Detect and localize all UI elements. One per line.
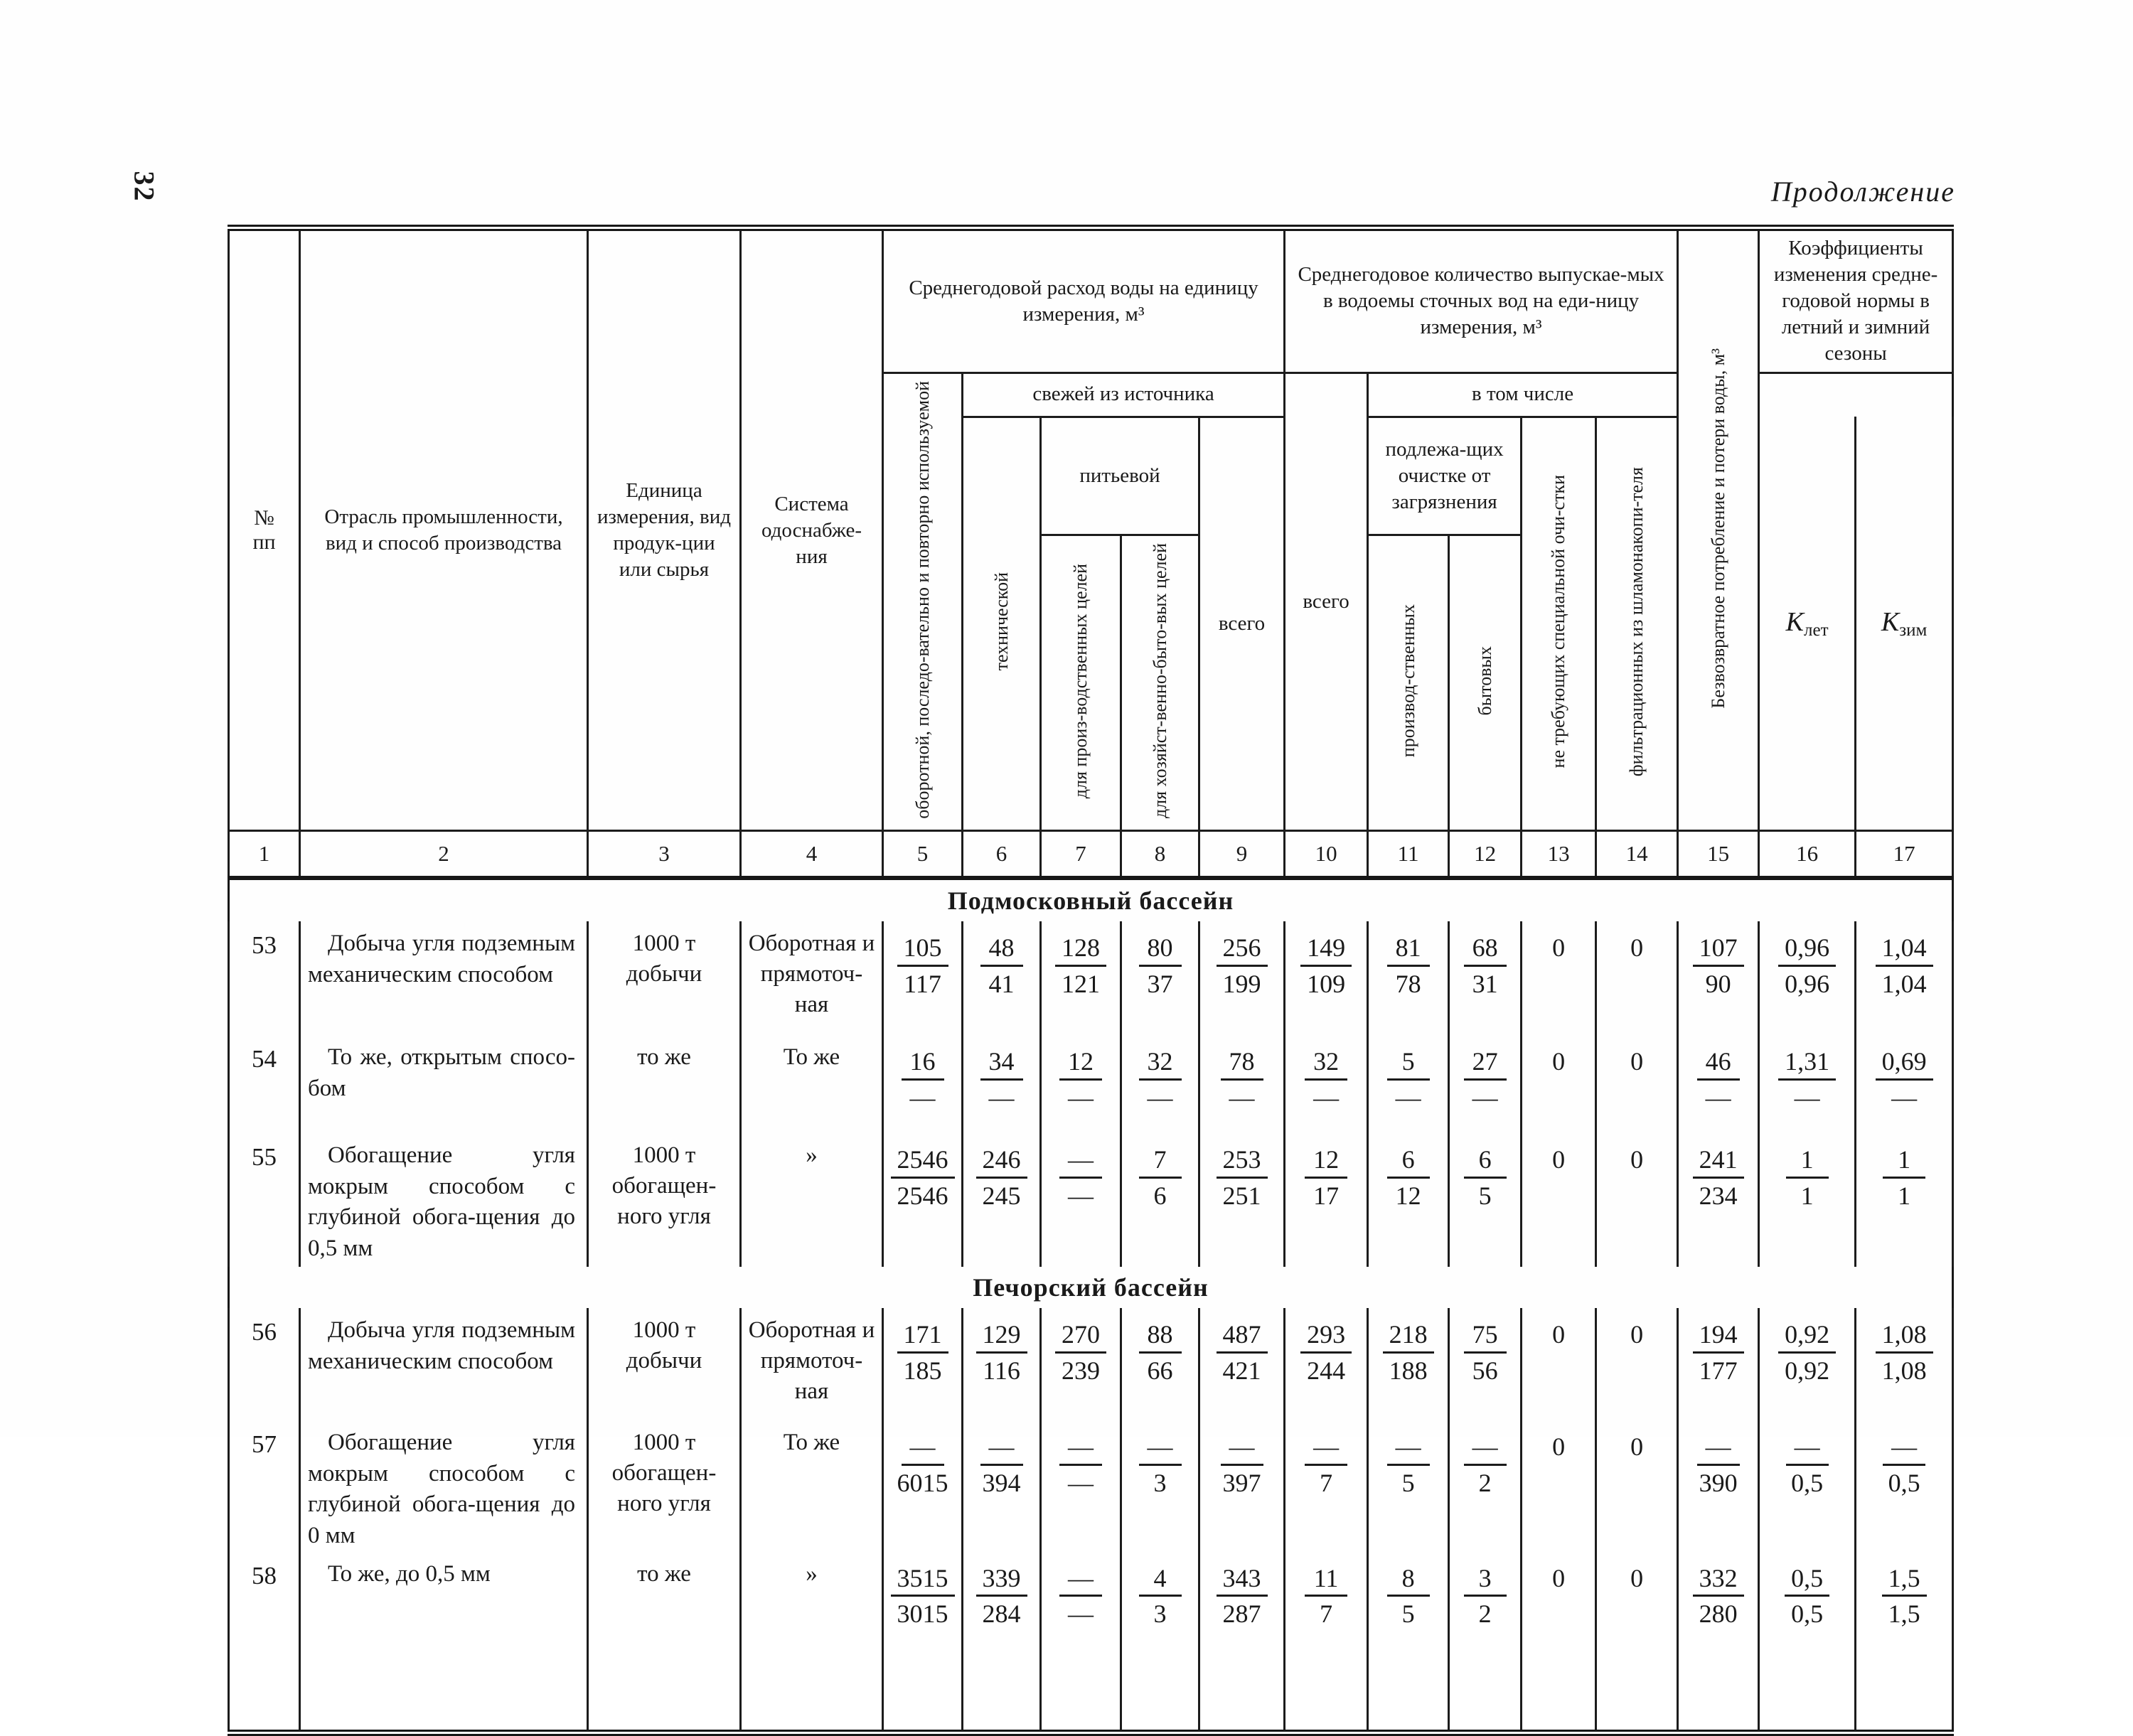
fraction-value: $\frac{246}{245}$ <box>976 1146 1027 1210</box>
column-number: 10 <box>1285 831 1368 879</box>
column-number: 5 <box>883 831 963 879</box>
industry-cell: То же, открытым спосо-бом <box>300 1035 588 1133</box>
fraction-value: $\frac{105}{117}$ <box>897 934 948 998</box>
industrial-purposes-label: для произ-водственных целей <box>1070 563 1091 798</box>
fraction-value: $\frac{—}{0,5}$ <box>1786 1433 1829 1497</box>
col-header-treatment-industrial <box>1368 535 1449 831</box>
single-value: 0 <box>1630 1432 1644 1462</box>
fraction-value: $\frac{—}{6015}$ <box>897 1432 948 1498</box>
col-header-k-summer <box>1759 417 1856 831</box>
single-value: 0 <box>1552 1432 1566 1462</box>
value-cell <box>1759 1552 1856 1659</box>
empty-cell <box>1449 1659 1522 1733</box>
continuation-label: Продолжение <box>1770 176 1955 208</box>
row-number-cell: 56 <box>229 1308 300 1420</box>
fraction-value: $\frac{2546}{2546}$ <box>891 1146 955 1210</box>
value-cell <box>1199 1133 1285 1267</box>
col-header-industry: Отрасль промышленности, вид и способ производства <box>300 228 588 831</box>
fraction-value: $\frac{32}{—}$ <box>1305 1048 1347 1112</box>
system-cell: » <box>741 1552 883 1659</box>
value-cell <box>1449 1308 1522 1420</box>
empty-cell <box>741 1659 883 1733</box>
page-number: 32 <box>128 171 161 203</box>
value-cell <box>963 1133 1041 1267</box>
fraction-value: $\frac{128}{121}$ <box>1055 934 1106 998</box>
fraction-value: $\frac{78}{—}$ <box>1221 1048 1263 1112</box>
value-cell <box>1759 1420 1856 1551</box>
single-value: 0 <box>1552 1320 1566 1349</box>
value-cell <box>1856 1552 1953 1659</box>
column-number: 17 <box>1856 831 1953 879</box>
fraction-value: $\frac{194}{177}$ <box>1693 1321 1744 1385</box>
value-cell <box>1596 921 1678 1035</box>
value-cell <box>883 921 963 1035</box>
group-header-potable: питьевой <box>1041 417 1199 535</box>
fraction-value: $\frac{256}{199}$ <box>1217 934 1268 998</box>
fraction-value: $\frac{34}{—}$ <box>980 1048 1023 1112</box>
empty-cell <box>1678 1659 1759 1733</box>
irrecoverable-label: Безвозвратное потребление и потери воды, м³ <box>1707 348 1728 709</box>
value-cell <box>1759 1133 1856 1267</box>
fraction-value: $\frac{—}{7}$ <box>1305 1433 1347 1497</box>
table-row <box>229 921 1953 1035</box>
fraction-value: $\frac{107}{90}$ <box>1693 934 1744 998</box>
fraction-value: $\frac{1,31}{—}$ <box>1778 1048 1836 1112</box>
table-row <box>229 1552 1953 1659</box>
value-cell <box>1449 1035 1522 1133</box>
value-cell <box>1368 1308 1449 1420</box>
group-header-including: в том числе <box>1368 373 1678 417</box>
fraction-value: $\frac{12}{17}$ <box>1305 1146 1347 1210</box>
fraction-value: $\frac{6}{5}$ <box>1464 1146 1507 1210</box>
value-cell <box>1596 1133 1678 1267</box>
col-header-k-winter <box>1856 417 1953 831</box>
value-cell <box>1199 921 1285 1035</box>
fraction-value: $\frac{253}{251}$ <box>1217 1146 1268 1210</box>
fraction-value: $\frac{8}{5}$ <box>1387 1565 1430 1629</box>
value-cell <box>1522 1035 1596 1133</box>
value-cell <box>1041 1035 1121 1133</box>
table-row <box>229 1308 1953 1420</box>
column-number: 14 <box>1596 831 1678 879</box>
value-cell <box>883 1308 963 1420</box>
fraction-value: $\frac{75}{56}$ <box>1464 1321 1507 1385</box>
row-number-cell: 57 <box>229 1420 300 1551</box>
fraction-value: $\frac{—}{397}$ <box>1221 1433 1263 1497</box>
section-heading: Подмосковный бассейн <box>947 886 1234 916</box>
value-cell <box>1449 1420 1522 1551</box>
recycled-label: оборотной, последо-вательно и повторно используемой <box>912 380 933 819</box>
group-header-coefficients: Коэффициенты изменения средне-годовой нормы в летний и зимний сезоны <box>1759 228 1953 373</box>
value-cell <box>1368 1133 1449 1267</box>
fraction-value: $\frac{—}{5}$ <box>1387 1433 1430 1497</box>
fraction-value: $\frac{171}{185}$ <box>897 1321 948 1385</box>
column-number: 13 <box>1522 831 1596 879</box>
fraction-value: $\frac{7}{6}$ <box>1139 1146 1182 1210</box>
value-cell <box>1285 921 1368 1035</box>
technical-label: технической <box>990 572 1012 671</box>
empty-spacer-row <box>229 1659 1953 1733</box>
value-cell <box>1041 1133 1121 1267</box>
empty-cell <box>1759 1659 1856 1733</box>
treatment-household-label: бытовых <box>1474 646 1495 716</box>
number-sub: пп <box>252 530 276 554</box>
value-cell <box>1121 1308 1199 1420</box>
section-heading: Печорский бассейн <box>973 1273 1209 1302</box>
fraction-value: $\frac{32}{—}$ <box>1139 1048 1182 1112</box>
single-value: 0 <box>1630 1047 1644 1076</box>
value-cell <box>1368 1035 1449 1133</box>
value-cell <box>1199 1420 1285 1551</box>
value-cell <box>1856 1420 1953 1551</box>
group-header-fresh-source: свежей из источника <box>963 373 1285 417</box>
unit-cell: 1000 т добычи <box>588 921 741 1035</box>
system-cell: Оборотная и прямоточ-ная <box>741 1308 883 1420</box>
group-header-treatment: подлежа-щих очистке от загрязнения <box>1368 417 1522 535</box>
column-number: 4 <box>741 831 883 879</box>
column-number: 1 <box>229 831 300 879</box>
value-cell <box>1285 1552 1368 1659</box>
fraction-value: $\frac{68}{31}$ <box>1464 934 1507 998</box>
group-header-water-consumption: Среднегодовой расход воды на единицу измерения, м³ <box>883 228 1285 373</box>
row-number-cell: 55 <box>229 1133 300 1267</box>
value-cell <box>1759 921 1856 1035</box>
value-cell <box>1041 1308 1121 1420</box>
empty-cell <box>1285 1659 1368 1733</box>
fraction-value: $\frac{—}{2}$ <box>1464 1433 1507 1497</box>
row-number-cell: 53 <box>229 921 300 1035</box>
value-cell <box>1522 921 1596 1035</box>
industry-cell: Обогащение угля мокрым способом с глубиной обога-щения до 0,5 мм <box>300 1133 588 1267</box>
fraction-value: $\frac{129}{116}$ <box>976 1321 1027 1385</box>
fraction-value: $\frac{0,5}{0,5}$ <box>1785 1565 1829 1629</box>
value-cell <box>1856 1133 1953 1267</box>
value-cell <box>1121 1552 1199 1659</box>
empty-cell <box>1199 1659 1285 1733</box>
column-number: 15 <box>1678 831 1759 879</box>
value-cell <box>1596 1552 1678 1659</box>
column-number: 6 <box>963 831 1041 879</box>
value-cell <box>1041 921 1121 1035</box>
k-summer-base: K <box>1785 606 1804 637</box>
k-summer-sub: лет <box>1804 620 1829 640</box>
fraction-value: $\frac{339}{284}$ <box>976 1565 1027 1629</box>
col-header-household-purposes <box>1121 535 1199 831</box>
value-cell <box>1121 1035 1199 1133</box>
value-cell <box>963 1035 1041 1133</box>
column-number: 16 <box>1759 831 1856 879</box>
col-header-discharge-total: всего <box>1285 373 1368 831</box>
value-cell <box>1678 1420 1759 1551</box>
no-treatment-label: не требующих специальной очи-стки <box>1548 475 1569 768</box>
empty-cell <box>588 1659 741 1733</box>
group-header-wastewater-discharge: Среднегодовое количество выпускае-мых в водоемы сточных вод на еди-ницу измерения, м³ <box>1285 228 1678 373</box>
fraction-value: $\frac{27}{—}$ <box>1464 1048 1507 1112</box>
fraction-value: $\frac{—}{394}$ <box>980 1433 1023 1497</box>
fraction-value: $\frac{12}{—}$ <box>1059 1048 1102 1112</box>
table-body <box>229 878 1953 1732</box>
fraction-value: $\frac{1}{1}$ <box>1883 1146 1925 1210</box>
value-cell <box>1596 1035 1678 1133</box>
value-cell <box>1285 1420 1368 1551</box>
fraction-value: $\frac{270}{239}$ <box>1055 1321 1106 1385</box>
value-cell <box>1678 1133 1759 1267</box>
unit-cell: 1000 т обогащен-ного угля <box>588 1420 741 1551</box>
number-sign: № <box>254 505 274 530</box>
household-purposes-label: для хозяйст-венно-быто-вых целей <box>1149 543 1170 819</box>
value-cell <box>1121 921 1199 1035</box>
value-cell <box>1199 1552 1285 1659</box>
column-number: 8 <box>1121 831 1199 879</box>
value-cell <box>1285 1308 1368 1420</box>
k-winter-base: K <box>1881 606 1900 637</box>
value-cell <box>1522 1133 1596 1267</box>
value-cell <box>883 1552 963 1659</box>
value-cell <box>1856 921 1953 1035</box>
value-cell <box>963 1420 1041 1551</box>
col-header-unit: Единица измерения, вид продук-ции или сырья <box>588 228 741 831</box>
water-consumption-norms-table <box>228 225 1954 1736</box>
col-header-fresh-total: всего <box>1199 417 1285 831</box>
value-cell <box>1522 1420 1596 1551</box>
empty-cell <box>300 1659 588 1733</box>
value-cell <box>1199 1035 1285 1133</box>
fraction-value: $\frac{5}{—}$ <box>1387 1048 1430 1112</box>
value-cell <box>1368 921 1449 1035</box>
section-row <box>229 1267 1953 1308</box>
value-cell <box>1522 1552 1596 1659</box>
value-cell <box>1678 1308 1759 1420</box>
fraction-value: $\frac{11}{7}$ <box>1305 1565 1347 1629</box>
single-value: 0 <box>1630 933 1644 963</box>
fraction-value: $\frac{—}{—}$ <box>1059 1146 1102 1210</box>
value-cell <box>1041 1420 1121 1551</box>
fraction-value: $\frac{0,96}{0,96}$ <box>1778 934 1836 998</box>
col-header-filtration <box>1596 417 1678 831</box>
value-cell <box>963 1308 1041 1420</box>
value-cell <box>1199 1308 1285 1420</box>
value-cell <box>963 1552 1041 1659</box>
col-header-technical <box>963 417 1041 831</box>
value-cell <box>883 1133 963 1267</box>
industry-cell: То же, до 0,5 мм <box>300 1552 588 1659</box>
single-value: 0 <box>1552 933 1566 963</box>
value-cell <box>883 1035 963 1133</box>
value-cell <box>1596 1420 1678 1551</box>
empty-cell <box>1856 1659 1953 1733</box>
value-cell <box>1759 1308 1856 1420</box>
system-cell: Оборотная и прямоточ-ная <box>741 921 883 1035</box>
fraction-value: $\frac{293}{244}$ <box>1300 1321 1352 1385</box>
value-cell <box>1121 1420 1199 1551</box>
empty-cell <box>1522 1659 1596 1733</box>
value-cell <box>1759 1035 1856 1133</box>
fraction-value: $\frac{81}{78}$ <box>1387 934 1430 998</box>
treatment-industrial-label: производ-ственных <box>1397 604 1418 758</box>
system-cell: » <box>741 1133 883 1267</box>
fraction-value: $\frac{88}{66}$ <box>1139 1321 1182 1385</box>
fraction-value: $\frac{3515}{3015}$ <box>891 1565 955 1629</box>
empty-cell <box>1041 1659 1121 1733</box>
industry-cell: Добыча угля подземным механическим способом <box>300 921 588 1035</box>
unit-cell: 1000 т обогащен-ного угля <box>588 1133 741 1267</box>
single-value: 0 <box>1630 1563 1644 1592</box>
single-value: 0 <box>1630 1320 1644 1349</box>
empty-cell <box>1121 1659 1199 1733</box>
table-row <box>229 1035 1953 1133</box>
value-cell <box>883 1420 963 1551</box>
empty-cell <box>229 1659 300 1733</box>
column-number: 2 <box>300 831 588 879</box>
value-cell <box>1449 1133 1522 1267</box>
col-header-no-treatment <box>1522 417 1596 831</box>
unit-cell: 1000 т добычи <box>588 1308 741 1420</box>
fraction-value: $\frac{1,04}{1,04}$ <box>1876 934 1933 998</box>
col-header-industrial-purposes <box>1041 535 1121 831</box>
col-header-irrecoverable <box>1678 228 1759 831</box>
fraction-value: $\frac{3}{2}$ <box>1464 1565 1507 1629</box>
column-number: 11 <box>1368 831 1449 879</box>
fraction-value: $\frac{—}{—}$ <box>1059 1565 1102 1629</box>
value-cell <box>1121 1133 1199 1267</box>
value-cell <box>1368 1552 1449 1659</box>
fraction-value: $\frac{—}{—}$ <box>1059 1433 1102 1497</box>
fraction-value: $\frac{16}{—}$ <box>902 1048 944 1112</box>
empty-cell <box>1368 1659 1449 1733</box>
unit-cell: то же <box>588 1035 741 1133</box>
fraction-value: $\frac{1,5}{1,5}$ <box>1882 1565 1927 1629</box>
value-cell <box>1041 1552 1121 1659</box>
value-cell <box>1596 1308 1678 1420</box>
fraction-value: $\frac{—}{0,5}$ <box>1883 1433 1925 1497</box>
fraction-value: $\frac{487}{421}$ <box>1217 1321 1268 1385</box>
value-cell <box>1678 921 1759 1035</box>
column-number: 9 <box>1199 831 1285 879</box>
column-numbers-row <box>229 831 1953 879</box>
section-row <box>229 878 1953 921</box>
industry-cell: Добыча угля подземным механическим способом <box>300 1308 588 1420</box>
fraction-value: $\frac{—}{390}$ <box>1697 1433 1740 1497</box>
row-number-cell: 54 <box>229 1035 300 1133</box>
value-cell <box>1678 1035 1759 1133</box>
fraction-value: $\frac{0,69}{—}$ <box>1876 1048 1933 1112</box>
fraction-value: $\frac{80}{37}$ <box>1139 934 1182 998</box>
fraction-value: $\frac{46}{—}$ <box>1697 1048 1740 1112</box>
empty-cell <box>1596 1659 1678 1733</box>
single-value: 0 <box>1552 1047 1566 1076</box>
value-cell <box>1449 921 1522 1035</box>
unit-cell: то же <box>588 1552 741 1659</box>
empty-cell <box>883 1659 963 1733</box>
value-cell <box>1449 1552 1522 1659</box>
column-number: 7 <box>1041 831 1121 879</box>
single-value: 0 <box>1630 1145 1644 1174</box>
value-cell <box>963 921 1041 1035</box>
empty-cell <box>963 1659 1041 1733</box>
col-header-recycled <box>883 373 963 831</box>
col-header-system: Система одоснабже-ния <box>741 228 883 831</box>
fraction-value: $\frac{241}{234}$ <box>1693 1146 1744 1210</box>
value-cell <box>1856 1308 1953 1420</box>
table-header <box>229 228 1953 879</box>
fraction-value: $\frac{343}{287}$ <box>1217 1565 1268 1629</box>
table-row <box>229 1133 1953 1267</box>
system-cell: То же <box>741 1035 883 1133</box>
single-value: 0 <box>1552 1145 1566 1174</box>
value-cell <box>1856 1035 1953 1133</box>
col-header-row-number <box>229 228 300 831</box>
fraction-value: $\frac{1}{1}$ <box>1786 1146 1829 1210</box>
fraction-value: $\frac{218}{188}$ <box>1383 1321 1434 1385</box>
row-number-cell: 58 <box>229 1552 300 1659</box>
column-number: 12 <box>1449 831 1522 879</box>
k-winter-sub: зим <box>1899 620 1928 640</box>
value-cell <box>1285 1133 1368 1267</box>
fraction-value: $\frac{0,92}{0,92}$ <box>1778 1321 1836 1385</box>
fraction-value: $\frac{48}{41}$ <box>980 934 1023 998</box>
fraction-value: $\frac{332}{280}$ <box>1693 1565 1744 1629</box>
value-cell <box>1285 1035 1368 1133</box>
system-cell: То же <box>741 1420 883 1551</box>
fraction-value: $\frac{4}{3}$ <box>1139 1565 1182 1629</box>
table-row <box>229 1420 1953 1551</box>
value-cell <box>1522 1308 1596 1420</box>
fraction-value: $\frac{149}{109}$ <box>1300 934 1352 998</box>
filtration-label: фильтрационных из шламонакопи-теля <box>1626 466 1647 777</box>
industry-cell: Обогащение угля мокрым способом с глубиной обога-щения до 0 мм <box>300 1420 588 1551</box>
column-number: 3 <box>588 831 741 879</box>
value-cell <box>1678 1552 1759 1659</box>
col-header-treatment-household <box>1449 535 1522 831</box>
value-cell <box>1368 1420 1449 1551</box>
fraction-value: $\frac{—}{3}$ <box>1139 1433 1182 1497</box>
fraction-value: $\frac{1,08}{1,08}$ <box>1876 1321 1933 1385</box>
single-value: 0 <box>1552 1563 1566 1592</box>
fraction-value: $\frac{6}{12}$ <box>1387 1146 1430 1210</box>
